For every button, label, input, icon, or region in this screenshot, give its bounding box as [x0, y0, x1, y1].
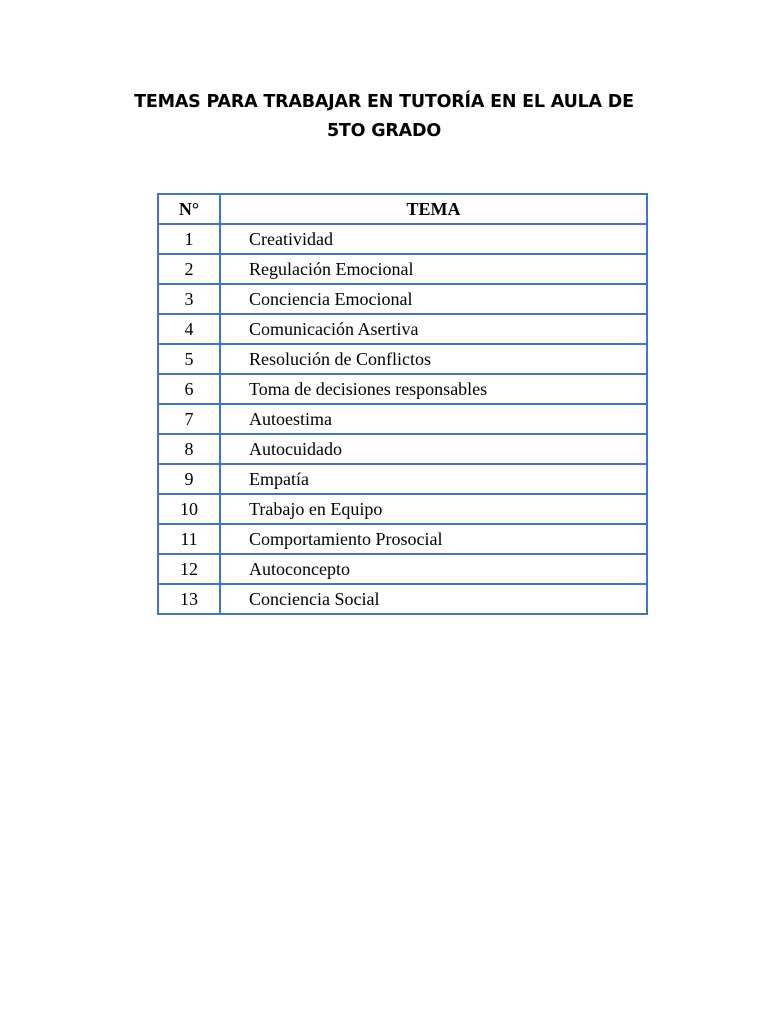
row-number: 3: [158, 284, 220, 314]
row-topic: Toma de decisiones responsables: [220, 374, 647, 404]
row-topic: Trabajo en Equipo: [220, 494, 647, 524]
table-row: [158, 464, 647, 494]
row-number: 9: [158, 464, 220, 494]
table-row: [158, 284, 647, 314]
row-topic: Autoconcepto: [220, 554, 647, 584]
row-number: 4: [158, 314, 220, 344]
page-title: [0, 88, 768, 146]
table-row: [158, 374, 647, 404]
row-number: 2: [158, 254, 220, 284]
row-topic: Autocuidado: [220, 434, 647, 464]
row-topic: Resolución de Conflictos: [220, 344, 647, 374]
header-topic: TEMA: [220, 194, 647, 224]
table-row: [158, 314, 647, 344]
table-row: [158, 554, 647, 584]
page-title-line-1: TEMAS PARA TRABAJAR EN TUTORÍA EN EL AULA DE: [134, 92, 634, 112]
page-title-line-2: 5TO GRADO: [326, 121, 442, 141]
table-row: [158, 344, 647, 374]
row-number: 1: [158, 224, 220, 254]
row-topic: Conciencia Social: [220, 584, 647, 614]
row-topic: Autoestima: [220, 404, 647, 434]
table-row: [158, 494, 647, 524]
row-number: 10: [158, 494, 220, 524]
table-row: [158, 224, 647, 254]
row-number: 7: [158, 404, 220, 434]
row-topic: Conciencia Emocional: [220, 284, 647, 314]
row-topic: Creatividad: [220, 224, 647, 254]
table-row: [158, 584, 647, 614]
row-number: 12: [158, 554, 220, 584]
row-number: 6: [158, 374, 220, 404]
row-topic: Comunicación Asertiva: [220, 314, 647, 344]
table-row: [158, 404, 647, 434]
row-topic: Comportamiento Prosocial: [220, 524, 647, 554]
row-topic: Regulación Emocional: [220, 254, 647, 284]
table-row: [158, 434, 647, 464]
row-number: 11: [158, 524, 220, 554]
table-header-row: [158, 194, 647, 224]
row-number: 8: [158, 434, 220, 464]
topics-table: [157, 193, 648, 615]
table-row: [158, 254, 647, 284]
table-row: [158, 524, 647, 554]
row-topic: Empatía: [220, 464, 647, 494]
row-number: 5: [158, 344, 220, 374]
header-number: N°: [158, 194, 220, 224]
row-number: 13: [158, 584, 220, 614]
